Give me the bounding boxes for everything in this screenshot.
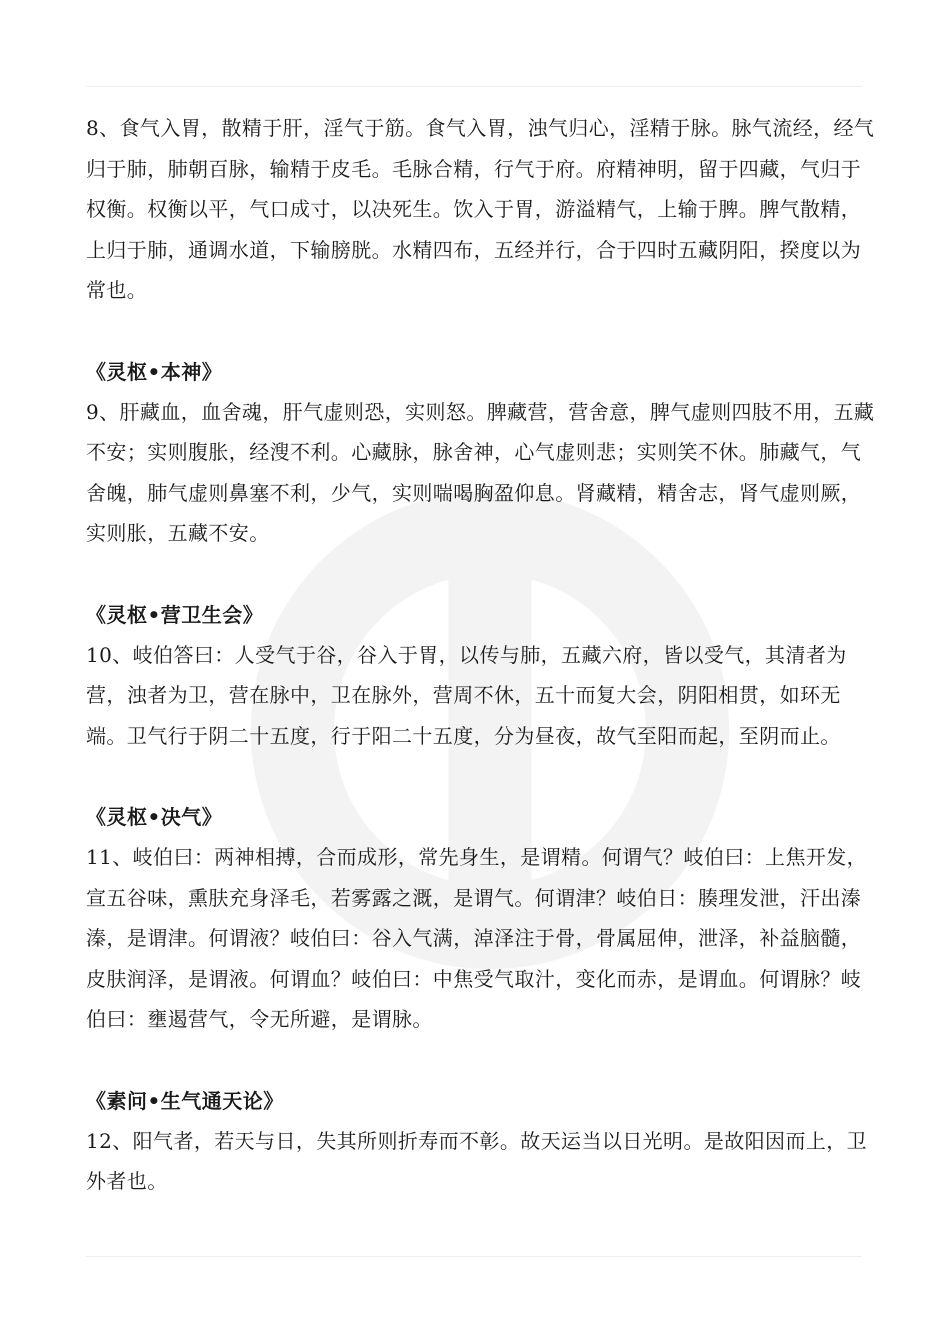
passage-9: 9、肝藏血，血舍魂，肝气虚则恐，实则怒。脾藏营，营舍意，脾气虚则四肢不用，五藏不安；实则腹胀，经溲不利。心藏脉，脉舍神，心气虚则悲；实则笑不休。肺藏气，气舍魄，肺气虚则鼻塞不利，少气，实则喘喝胸盈仰息。肾藏精，精舍志，肾气虚则厥，实则胀，五藏不安。 [86,399,875,545]
heading-suwen-shengqitongtianlun: 《素问•生气通天论》 [86,1088,284,1113]
top-divider [86,86,862,87]
passage-12: 12、阳气者，若天与日，失其所则折寿而不彰。故天运当以日光明。是故阳因而上，卫外者也。 [86,1128,868,1193]
passage-8: 8、食气入胃，散精于肝，淫气于筋。食气入胃，浊气归心，淫精于脉。脉气流经，经气归于肺，肺朝百脉，输精于皮毛。毛脉合精，行气于府。府精神明，留于四藏，气归于权衡。权衡以平，气口成寸，以决死生。饮入于胃，游溢精气，上输于脾。脾气散精，上归于肺，通调水道，下输膀胱。水精四布，五经并行，合于四时五藏阴阳，揆度以为常也。 [86,116,875,302]
heading-lingshu-yingweishenghui: 《灵枢•营卫生会》 [86,602,264,627]
passage-11: 11、岐伯曰：两神相搏，合而成形，常先身生，是谓精。何谓气？岐伯曰：上焦开发，宣五谷味，熏肤充身泽毛，若雾露之溉，是谓气。何谓津？岐伯日：腠理发泄，汗出溱溱，是谓津。何谓液？岐伯曰：谷入气满，淖泽注于骨，骨属屈伸，泄泽，补益脑髓，皮肤润泽，是谓液。何谓血？岐伯曰：中焦受气取汁，变化而赤，是谓血。何谓脉？岐伯曰：壅遏营气，令无所避，是谓脉。 [86,845,868,1031]
heading-lingshu-benshen: 《灵枢•本神》 [86,359,223,384]
bottom-divider [86,1256,862,1257]
passage-10: 10、岐伯答曰：人受气于谷，谷入于胃，以传与肺，五藏六府，皆以受气，其清者为营，浊者为卫，营在脉中，卫在脉外，营周不休，五十而复大会，阴阳相贯，如环无端。卫气行于阴二十五度，行于阳二十五度，分为昼夜，故气至阳而起，至阴而止。 [86,642,847,748]
document-body [86,108,876,1202]
heading-lingshu-jueqi: 《灵枢•决气》 [86,805,223,829]
